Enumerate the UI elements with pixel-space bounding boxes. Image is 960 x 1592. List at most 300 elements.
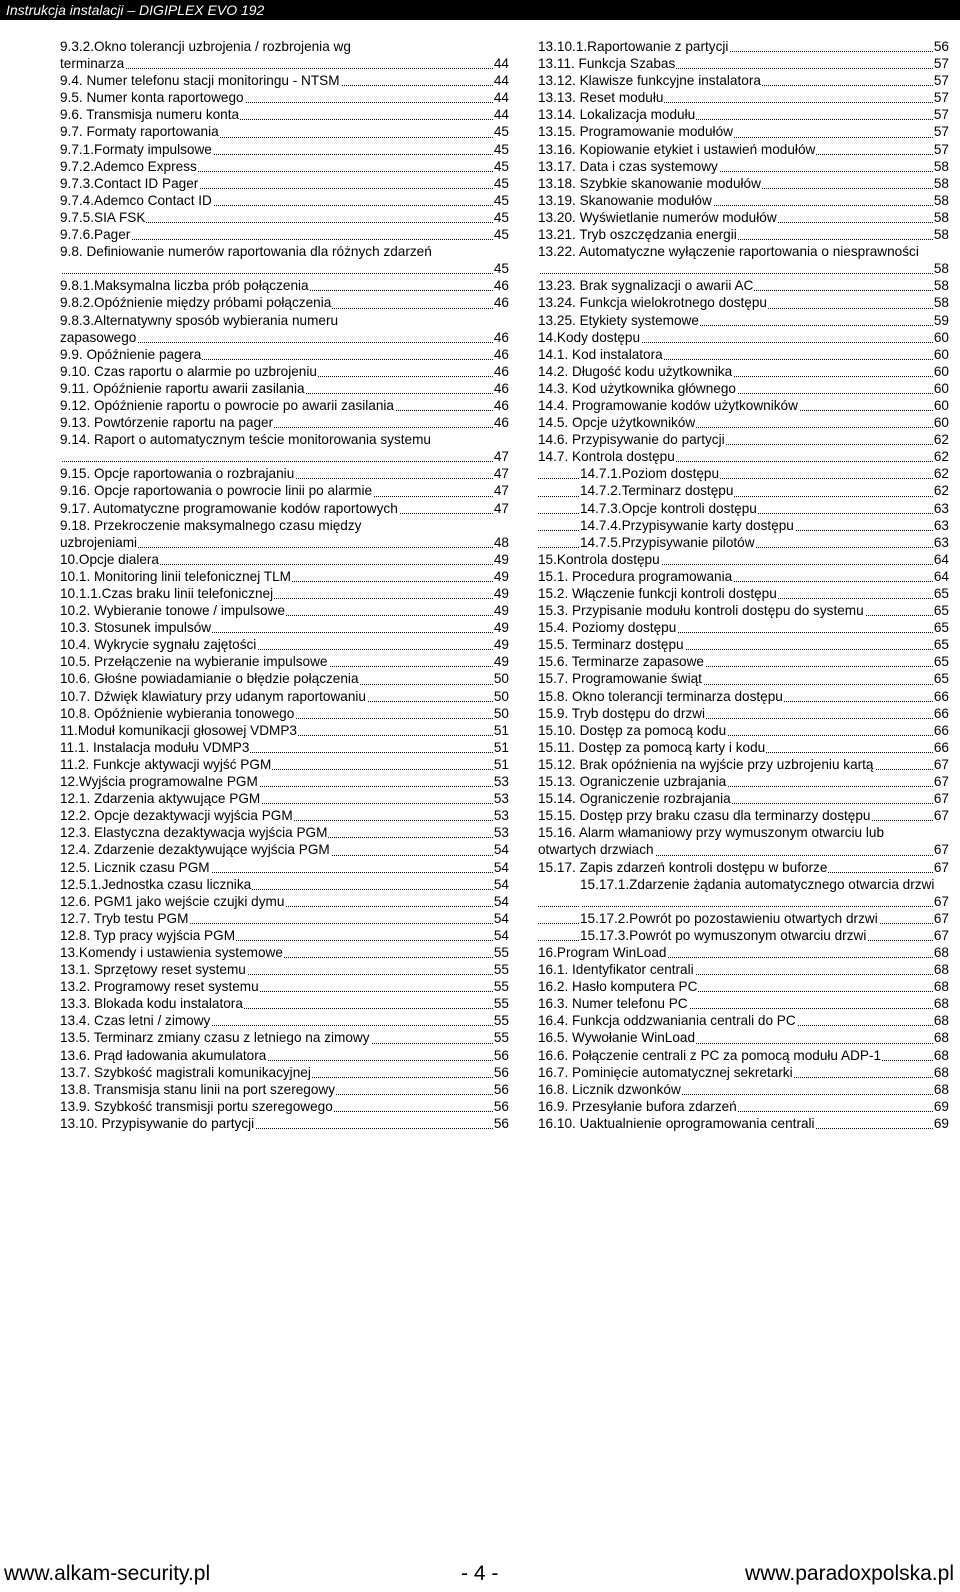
toc-entry-label: 10.7. Dźwięk klawiatury przy udanym raportowaniu — [60, 688, 366, 704]
toc-entry-label: 16.9. Przesyłanie bufora zdarzeń — [538, 1098, 737, 1114]
toc-entry-label: 9.10. Czas raportu o alarmie po uzbrojeniu — [60, 363, 317, 379]
toc-entry[interactable] — [538, 346, 949, 363]
toc-entry[interactable] — [538, 72, 949, 89]
toc-entry[interactable] — [538, 705, 949, 722]
toc-entry[interactable] — [60, 226, 509, 243]
toc-entry[interactable] — [60, 106, 509, 123]
toc-entry-label: 10.6. Głośne powiadamianie o błędzie połączenia — [60, 671, 359, 687]
toc-entry-label: 13.24. Funkcja wielokrotnego dostępu — [538, 295, 767, 311]
toc-entry[interactable] — [60, 517, 509, 534]
toc-entry[interactable] — [538, 807, 949, 824]
toc-entry[interactable] — [538, 277, 949, 294]
toc-entry[interactable] — [538, 363, 949, 380]
toc-entry[interactable] — [538, 448, 949, 465]
toc-entry[interactable] — [538, 670, 949, 687]
toc-entry-page-number: 63 — [933, 517, 949, 533]
toc-entry-label: 13.7. Szybkość magistrali komunikacyjnej — [60, 1064, 311, 1080]
toc-entry[interactable] — [538, 585, 949, 602]
toc-entry[interactable] — [60, 841, 509, 858]
toc-entry-page-number: 45 — [493, 209, 509, 225]
toc-entry-page-number: 68 — [933, 962, 949, 978]
toc-entry-page-number: 66 — [933, 739, 949, 755]
toc-entry[interactable] — [60, 72, 509, 89]
toc-entry[interactable] — [60, 1064, 509, 1081]
toc-entry[interactable] — [60, 602, 509, 619]
toc-entry[interactable] — [538, 756, 949, 773]
toc-entry-page-number: 45 — [493, 175, 509, 191]
toc-entry[interactable] — [538, 209, 949, 226]
toc-entry[interactable] — [60, 739, 509, 756]
toc-entry[interactable] — [538, 636, 949, 653]
toc-entry[interactable] — [60, 346, 509, 363]
toc-entry[interactable] — [538, 910, 949, 927]
toc-entry-label: 13.20. Wyświetlanie numerów modułów — [538, 209, 777, 225]
toc-entry-page-number: 55 — [493, 979, 509, 995]
toc-entry[interactable] — [538, 790, 949, 807]
toc-entry-page-number: 65 — [933, 603, 949, 619]
toc-entry[interactable] — [60, 824, 509, 841]
toc-entry-label: 13.5. Terminarz zmiany czasu z letniego na zimowy — [60, 1030, 370, 1046]
toc-entry-label: 15.6. Terminarze zapasowe — [538, 654, 704, 670]
toc-entry-label: 16.4. Funkcja oddzwaniania centrali do PC — [538, 1013, 796, 1029]
toc-entry-label: 16.8. Licznik dzwonków — [538, 1081, 681, 1097]
toc-entry[interactable] — [60, 773, 509, 790]
toc-entry-label: 15.Kontrola dostępu — [538, 551, 660, 567]
toc-entry-page-number: 57 — [933, 124, 949, 140]
toc-entry-label: 13.Komendy i ustawienia systemowe — [60, 944, 283, 960]
toc-entry[interactable] — [60, 859, 509, 876]
toc-entry-label: 11.Moduł komunikacji głosowej VDMP3 — [60, 722, 297, 738]
toc-entry-page-number: 66 — [933, 722, 949, 738]
toc-entry-label: 12.2. Opcje dezaktywacji wyjścia PGM — [60, 808, 293, 824]
toc-entry-label: 10.1. Monitoring linii telefonicznej TLM — [60, 568, 291, 584]
toc-entry-label: 15.2. Włączenie funkcji kontroli dostępu — [538, 586, 777, 601]
toc-entry[interactable] — [60, 1098, 509, 1115]
toc-entry-page-number: 67 — [933, 927, 949, 943]
toc-entry-label: 13.9. Szybkość transmisji portu szeregowego — [60, 1098, 333, 1114]
footer-website-alkam[interactable]: www.alkam-security.pl — [4, 1562, 211, 1585]
toc-entry-label: 15.5. Terminarz dostępu — [538, 637, 684, 653]
toc-entry[interactable] — [60, 995, 509, 1012]
toc-entry-page-number: 56 — [933, 39, 949, 54]
toc-entry[interactable] — [60, 380, 509, 397]
toc-entry-page-number: 68 — [933, 1013, 949, 1029]
toc-entry[interactable] — [60, 756, 509, 773]
toc-entry-page-number: 65 — [933, 620, 949, 636]
toc-entry-label: 9.7.6.Pager — [60, 227, 131, 243]
toc-entry[interactable] — [538, 500, 949, 517]
toc-entry-page-number: 45 — [493, 192, 509, 208]
toc-entry[interactable] — [538, 602, 949, 619]
toc-entry[interactable] — [538, 534, 949, 551]
toc-entry[interactable] — [538, 192, 949, 209]
toc-entry[interactable] — [60, 209, 509, 226]
toc-entry-page-number: 62 — [933, 449, 949, 465]
toc-entry[interactable] — [60, 55, 509, 72]
toc-entry[interactable] — [538, 568, 949, 585]
toc-entry-page-number: 68 — [933, 1030, 949, 1046]
toc-entry[interactable] — [538, 1064, 949, 1081]
toc-entry[interactable] — [538, 893, 949, 910]
toc-entry-label: 16.Program WinLoad — [538, 944, 667, 960]
toc-entry[interactable] — [538, 123, 949, 140]
toc-entry-page-number: 68 — [933, 1047, 949, 1063]
toc-entry[interactable] — [60, 568, 509, 585]
toc-entry-page-number: 47 — [493, 500, 509, 516]
toc-entry-page-number: 55 — [493, 1013, 509, 1029]
toc-entry-label: 9.3.2.Okno tolerancji uzbrojenia / rozbrojenia wg — [60, 39, 351, 54]
toc-entry-page-number: 54 — [493, 842, 509, 858]
toc-entry-page-number: 56 — [493, 1064, 509, 1080]
toc-entry[interactable] — [60, 1115, 509, 1132]
toc-entry-page-number: 67 — [933, 756, 949, 772]
toc-entry[interactable] — [60, 944, 509, 961]
toc-entry[interactable] — [60, 636, 509, 653]
toc-entry-page-number: 46 — [493, 278, 509, 294]
toc-entry-page-number: 63 — [933, 534, 949, 550]
toc-entry-label: 12.4. Zdarzenie dezaktywujące wyjścia PGM — [60, 842, 330, 858]
toc-entry-page-number: 60 — [933, 397, 949, 413]
toc-entry-label: 12.3. Elastyczna dezaktywacja wyjścia PGM — [60, 825, 328, 841]
toc-entry[interactable] — [538, 841, 949, 858]
toc-entry-label: 16.10. Uaktualnienie oprogramowania centrali — [538, 1115, 815, 1131]
toc-entry-page-number: 49 — [493, 637, 509, 653]
toc-entry-page-number: 46 — [493, 363, 509, 379]
toc-entry[interactable] — [60, 482, 509, 499]
toc-entry[interactable] — [538, 876, 949, 893]
toc-entry-page-number: 54 — [493, 927, 509, 943]
toc-entry-label: 15.1. Procedura programowania — [538, 568, 733, 584]
toc-entry-page-number: 60 — [933, 329, 949, 345]
toc-entry-page-number: 46 — [493, 415, 509, 431]
toc-entry-label: 12.5. Licznik czasu PGM — [60, 859, 210, 875]
toc-column-right — [538, 38, 949, 1132]
toc-entry[interactable] — [60, 551, 509, 568]
toc-entry-page-number: 63 — [933, 500, 949, 516]
toc-entry-label: 10.8. Opóźnienie wybierania tonowego — [60, 705, 295, 721]
toc-entry-label: 13.25. Etykiety systemowe — [538, 312, 699, 328]
toc-entry-label: 14.2. Długość kodu użytkownika — [538, 363, 733, 379]
toc-entry-label: 9.14. Raport o automatycznym teście monitorowania systemu — [60, 432, 431, 448]
toc-entry[interactable] — [538, 431, 949, 448]
toc-entry-page-number: 57 — [933, 141, 949, 157]
toc-entry-label: 11.1. Instalacja modułu VDMP3 — [60, 739, 250, 755]
toc-entry[interactable] — [538, 739, 949, 756]
toc-entry[interactable] — [538, 773, 949, 790]
toc-entry-page-number: 54 — [493, 859, 509, 875]
toc-entry[interactable] — [60, 158, 509, 175]
toc-entry-label: 15.3. Przypisanie modułu kontroli dostępu do systemu — [538, 603, 864, 619]
toc-entry[interactable] — [538, 961, 949, 978]
toc-entry-page-number: 69 — [933, 1098, 949, 1114]
toc-entry-label: 13.2. Programowy reset systemu — [60, 979, 259, 995]
toc-entry[interactable] — [538, 397, 949, 414]
toc-entry-label: 14.7. Kontrola dostępu — [538, 449, 675, 465]
toc-entry-label: 15.16. Alarm włamaniowy przy wymuszonym otwarciu lub — [538, 825, 885, 841]
toc-entry-page-number: 55 — [493, 1030, 509, 1046]
toc-entry-label: 14.7.5.Przypisywanie pilotów — [580, 534, 755, 550]
toc-entry-label: 15.17. Zapis zdarzeń kontroli dostępu w buforze — [538, 859, 828, 875]
toc-entry[interactable] — [538, 944, 949, 961]
toc-entry[interactable] — [60, 961, 509, 978]
toc-entry[interactable] — [60, 141, 509, 158]
toc-entry-label: 15.9. Tryb dostępu do drzwi — [538, 705, 705, 721]
toc-entry-label: 13.18. Szybkie skanowanie modułów — [538, 175, 761, 191]
toc-entry[interactable] — [538, 1081, 949, 1098]
toc-entry-label: uzbrojeniami — [60, 534, 138, 550]
toc-entry[interactable] — [60, 243, 509, 260]
toc-column-left — [60, 38, 509, 1132]
toc-entry-label: 14.Kody dostępu — [538, 329, 641, 345]
toc-entry-label: 14.3. Kod użytkownika głównego — [538, 380, 736, 396]
toc-entry-label: 9.8. Definiowanie numerów raportowania dla różnych zdarzeń — [60, 244, 432, 260]
toc-entry-page-number: 60 — [933, 346, 949, 362]
toc-entry-label: 15.12. Brak opóźnienia na wyjście przy uzbrojeniu kartą — [538, 756, 874, 772]
toc-entry[interactable] — [538, 226, 949, 243]
toc-entry-page-number: 58 — [933, 209, 949, 225]
toc-entry[interactable] — [60, 260, 509, 277]
toc-entry-label: 13.6. Prąd ładowania akumulatora — [60, 1047, 267, 1063]
toc-entry-page-number: 46 — [493, 295, 509, 311]
toc-entry[interactable] — [60, 500, 509, 517]
toc-entry[interactable] — [538, 1047, 949, 1064]
page-footer — [0, 1560, 960, 1590]
toc-entry[interactable] — [538, 859, 949, 876]
toc-entry-page-number: 67 — [933, 808, 949, 824]
toc-entry-label: 13.16. Kopiowanie etykiet i ustawień modułów — [538, 141, 816, 157]
dot-leader — [538, 906, 949, 907]
toc-entry-label: 16.3. Numer telefonu PC — [538, 996, 688, 1012]
toc-entry[interactable] — [538, 927, 949, 944]
toc-entry-page-number: 44 — [493, 73, 509, 89]
toc-entry-label: 15.17.2.Powrót po pozostawieniu otwartych drzwi — [580, 910, 878, 926]
toc-entry-label: 9.11. Opóźnienie raportu awarii zasilania — [60, 380, 305, 396]
toc-entry-label: 14.7.1.Poziom dostępu — [580, 466, 720, 482]
toc-entry-page-number: 62 — [933, 483, 949, 499]
toc-entry[interactable] — [538, 329, 949, 346]
toc-entry[interactable] — [60, 123, 509, 140]
toc-entry[interactable] — [538, 175, 949, 192]
toc-entry-label: 9.7.5.SIA FSK — [60, 209, 146, 225]
toc-entry-page-number: 53 — [493, 774, 509, 790]
toc-entry-page-number: 45 — [493, 261, 509, 277]
toc-entry-label: 9.17. Automatyczne programowanie kodów raportowych — [60, 500, 398, 516]
toc-entry[interactable] — [60, 363, 509, 380]
toc-entry-page-number: 60 — [933, 415, 949, 431]
toc-entry-label: 10.Opcje dialera — [60, 551, 159, 567]
toc-entry-page-number: 56 — [493, 1098, 509, 1114]
toc-entry[interactable] — [60, 277, 509, 294]
toc-entry-label: 9.7.1.Formaty impulsowe — [60, 141, 212, 157]
toc-entry[interactable] — [538, 89, 949, 106]
toc-entry-label: 16.7. Pominięcie automatycznej sekretarki — [538, 1064, 793, 1080]
toc-entry-label: 9.7.4.Ademco Contact ID — [60, 192, 212, 208]
toc-entry-label: 13.23. Brak sygnalizacji o awarii AC — [538, 278, 754, 294]
dot-leader — [538, 273, 949, 274]
toc-entry-label: 13.15. Programowanie modułów — [538, 124, 733, 140]
document-title: Instrukcja instalacji – DIGIPLEX EVO 192 — [6, 2, 265, 18]
toc-entry[interactable] — [60, 1029, 509, 1046]
toc-entry[interactable] — [60, 893, 509, 910]
toc-entry[interactable] — [538, 688, 949, 705]
toc-entry-label: 13.13. Reset modułu — [538, 90, 664, 106]
toc-entry[interactable] — [538, 619, 949, 636]
toc-entry[interactable] — [538, 824, 949, 841]
toc-entry-label: 9.13. Powtórzenie raportu na pager — [60, 415, 274, 431]
toc-entry-page-number: 49 — [493, 586, 509, 601]
toc-entry[interactable] — [60, 175, 509, 192]
toc-entry[interactable] — [60, 465, 509, 482]
toc-entry[interactable] — [60, 1012, 509, 1029]
toc-entry-page-number: 58 — [933, 261, 949, 277]
toc-entry[interactable] — [60, 1081, 509, 1098]
toc-entry-label: 15.4. Poziomy dostępu — [538, 620, 677, 636]
toc-entry[interactable] — [60, 534, 509, 551]
toc-entry[interactable] — [538, 55, 949, 72]
toc-entry-page-number: 56 — [493, 1081, 509, 1097]
toc-entry[interactable] — [538, 158, 949, 175]
toc-entry[interactable] — [538, 380, 949, 397]
toc-entry[interactable] — [60, 790, 509, 807]
toc-entry-page-number: 54 — [493, 910, 509, 926]
toc-entry[interactable] — [538, 312, 949, 329]
toc-entry[interactable] — [60, 619, 509, 636]
toc-entry[interactable] — [538, 551, 949, 568]
toc-entry-label: 13.8. Transmisja stanu linii na port szeregowy — [60, 1081, 336, 1097]
toc-entry[interactable] — [60, 1047, 509, 1064]
toc-entry[interactable] — [538, 653, 949, 670]
toc-entry-page-number: 53 — [493, 791, 509, 807]
toc-entry-page-number: 45 — [493, 124, 509, 140]
toc-entry-page-number: 58 — [933, 158, 949, 174]
toc-entry[interactable] — [538, 294, 949, 311]
toc-entry-label — [60, 261, 61, 276]
toc-entry[interactable] — [60, 431, 509, 448]
toc-entry[interactable] — [60, 414, 509, 431]
toc-entry[interactable] — [538, 978, 949, 995]
toc-entry[interactable] — [60, 688, 509, 705]
toc-entry-page-number: 65 — [933, 654, 949, 670]
toc-entry-label — [580, 894, 581, 909]
toc-entry-page-number: 50 — [493, 705, 509, 721]
toc-entry[interactable] — [60, 722, 509, 739]
toc-entry[interactable] — [538, 243, 949, 260]
toc-entry-page-number: 51 — [493, 722, 509, 738]
toc-entry-page-number: 55 — [493, 944, 509, 960]
toc-entry-page-number: 49 — [493, 603, 509, 619]
toc-entry[interactable] — [60, 653, 509, 670]
toc-entry[interactable] — [538, 482, 949, 499]
toc-entry-page-number: 69 — [933, 1115, 949, 1131]
toc-entry-page-number: 67 — [933, 910, 949, 926]
toc-entry-label: 15.13. Ograniczenie uzbrajania — [538, 774, 727, 790]
toc-entry-label: 14.7.3.Opcje kontroli dostępu — [580, 500, 757, 516]
toc-entry[interactable] — [538, 260, 949, 277]
toc-entry-page-number: 55 — [493, 996, 509, 1012]
toc-entry[interactable] — [60, 294, 509, 311]
toc-entry[interactable] — [60, 38, 509, 55]
toc-entry-page-number: 57 — [933, 73, 949, 89]
toc-entry[interactable] — [538, 995, 949, 1012]
toc-entry-page-number: 50 — [493, 671, 509, 687]
toc-entry[interactable] — [538, 465, 949, 482]
toc-entry-label: 9.9. Opóźnienie pagera — [60, 346, 202, 362]
toc-entry[interactable] — [538, 106, 949, 123]
toc-entry[interactable] — [538, 1098, 949, 1115]
toc-entry-page-number: 57 — [933, 56, 949, 72]
toc-entry-label: 12.5.1.Jednostka czasu licznika — [60, 876, 252, 892]
toc-entry-page-number: 62 — [933, 466, 949, 482]
toc-entry-label: 16.2. Hasło komputera PC — [538, 979, 698, 995]
toc-entry-page-number: 64 — [933, 568, 949, 584]
toc-entry[interactable] — [538, 1115, 949, 1132]
toc-entry[interactable] — [60, 89, 509, 106]
toc-entry-label: 10.1.1.Czas braku linii telefonicznej — [60, 586, 274, 601]
toc-entry-label: 14.7.4.Przypisywanie karty dostępu — [580, 517, 794, 533]
toc-entry[interactable] — [60, 927, 509, 944]
toc-entry[interactable] — [60, 329, 509, 346]
toc-entry[interactable] — [538, 1012, 949, 1029]
toc-entry-label: 15.14. Ograniczenie rozbrajania — [538, 791, 731, 807]
toc-entry-page-number: 58 — [933, 227, 949, 243]
toc-entry-page-number: 56 — [493, 1047, 509, 1063]
toc-entry[interactable] — [60, 705, 509, 722]
toc-entry[interactable] — [538, 414, 949, 431]
toc-entry[interactable] — [538, 141, 949, 158]
toc-entry-label: 9.6. Transmisja numeru konta — [60, 107, 240, 123]
toc-entry[interactable] — [60, 670, 509, 687]
toc-entry-page-number: 47 — [493, 483, 509, 499]
toc-entry-label: 13.12. Klawisze funkcyjne instalatora — [538, 73, 761, 89]
toc-entry-page-number: 51 — [493, 756, 509, 772]
dot-leader — [60, 273, 509, 274]
toc-entry[interactable] — [60, 397, 509, 414]
toc-entry[interactable] — [60, 312, 509, 329]
toc-entry-label: 16.1. Identyfikator centrali — [538, 962, 694, 978]
toc-entry[interactable] — [538, 517, 949, 534]
toc-entry-label: 13.17. Data i czas systemowy — [538, 158, 718, 174]
toc-entry-label: 13.14. Lokalizacja modułu — [538, 107, 696, 123]
toc-entry[interactable] — [60, 192, 509, 209]
toc-entry-page-number: 56 — [493, 1115, 509, 1131]
toc-entry-page-number: 44 — [493, 56, 509, 72]
toc-entry-page-number: 67 — [933, 859, 949, 875]
toc-entry[interactable] — [538, 38, 949, 55]
toc-entry-page-number: 45 — [493, 158, 509, 174]
toc-entry[interactable] — [60, 807, 509, 824]
toc-entry[interactable] — [60, 585, 509, 602]
footer-website-paradox[interactable]: www.paradoxpolska.pl — [745, 1562, 954, 1585]
toc-entry-label: 10.5. Przełączenie na wybieranie impulsowe — [60, 654, 328, 670]
toc-entry[interactable] — [538, 722, 949, 739]
toc-entry-label: 16.5. Wywołanie WinLoad — [538, 1030, 696, 1046]
toc-entry[interactable] — [60, 910, 509, 927]
toc-entry-page-number: 49 — [493, 654, 509, 670]
toc-entry-page-number: 44 — [493, 90, 509, 106]
toc-entry[interactable] — [60, 876, 509, 893]
toc-entry-page-number: 62 — [933, 432, 949, 448]
toc-entry-page-number: 68 — [933, 1081, 949, 1097]
toc-entry-label: 9.18. Przekroczenie maksymalnego czasu między — [60, 517, 362, 533]
toc-entry-page-number: 44 — [493, 107, 509, 123]
toc-entry[interactable] — [538, 1029, 949, 1046]
toc-entry[interactable] — [60, 448, 509, 465]
toc-entry[interactable] — [60, 978, 509, 995]
toc-entry-label: 12.6. PGM1 jako wejście czujki dymu — [60, 893, 285, 909]
toc-entry-label: 15.17.3.Powrót po wymuszonym otwarciu drzwi — [580, 927, 867, 943]
toc-entry-page-number: 58 — [933, 278, 949, 294]
toc-entry-label — [538, 261, 539, 276]
